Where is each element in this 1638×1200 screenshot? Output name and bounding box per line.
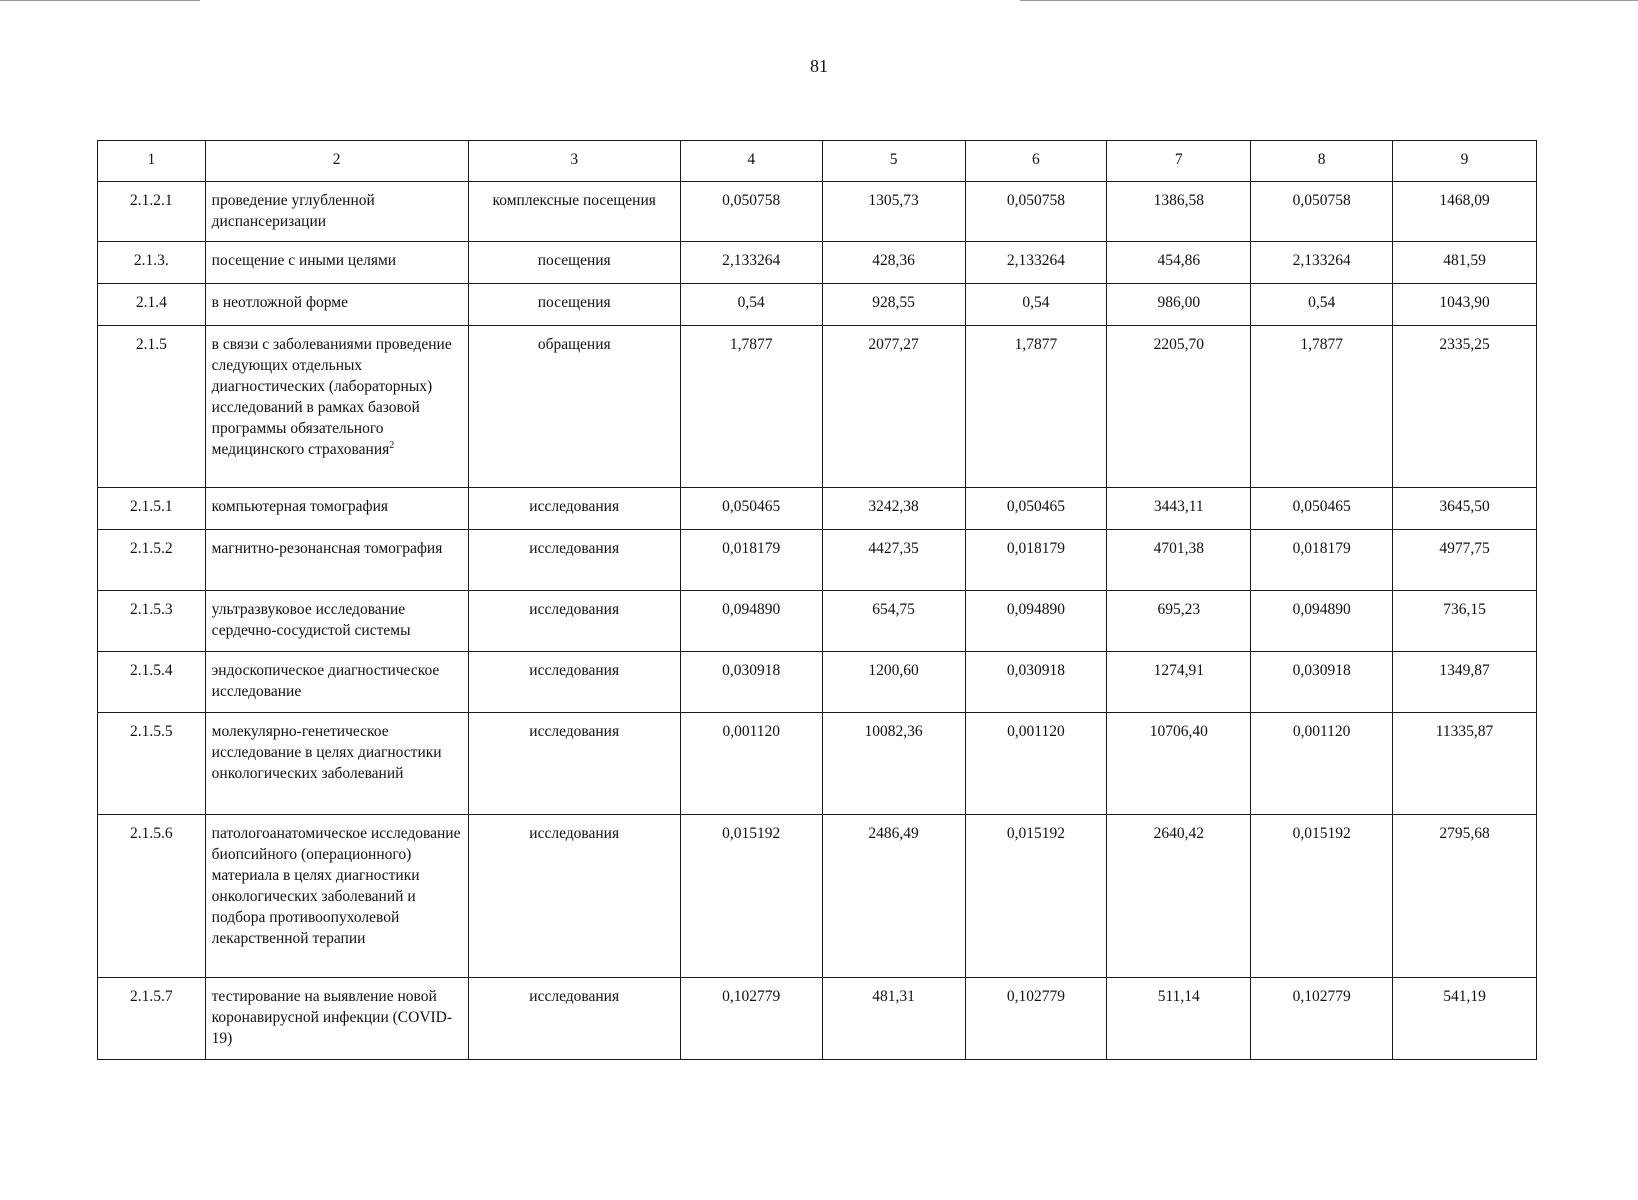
row-value-9: 11335,87 bbox=[1393, 713, 1537, 815]
row-unit: комплексные посещения bbox=[468, 182, 680, 242]
table-row bbox=[98, 815, 1537, 978]
row-value-7: 4701,38 bbox=[1107, 530, 1251, 591]
row-unit: исследования bbox=[468, 488, 680, 530]
header-col-3: 3 bbox=[468, 141, 680, 182]
header-col-8: 8 bbox=[1251, 141, 1393, 182]
row-name: посещение с иными целями bbox=[205, 242, 468, 284]
header-col-5: 5 bbox=[822, 141, 965, 182]
row-code: 2.1.5.3 bbox=[98, 591, 206, 652]
row-unit: посещения bbox=[468, 284, 680, 326]
row-value-6: 0,094890 bbox=[965, 591, 1107, 652]
row-name: магнитно-резонансная томография bbox=[205, 530, 468, 591]
row-code: 2.1.4 bbox=[98, 284, 206, 326]
row-unit: исследования bbox=[468, 530, 680, 591]
row-code: 2.1.2.1 bbox=[98, 182, 206, 242]
row-unit: исследования bbox=[468, 652, 680, 713]
row-value-6: 0,050758 bbox=[965, 182, 1107, 242]
header-col-1: 1 bbox=[98, 141, 206, 182]
row-name: проведение углубленной диспансеризации bbox=[205, 182, 468, 242]
row-value-5: 10082,36 bbox=[822, 713, 965, 815]
row-value-7: 2205,70 bbox=[1107, 326, 1251, 488]
row-name bbox=[205, 326, 468, 488]
row-value-6: 0,050465 bbox=[965, 488, 1107, 530]
row-code: 2.1.5.4 bbox=[98, 652, 206, 713]
row-value-7: 10706,40 bbox=[1107, 713, 1251, 815]
row-value-6: 0,001120 bbox=[965, 713, 1107, 815]
row-value-4: 1,7877 bbox=[680, 326, 822, 488]
row-unit: исследования bbox=[468, 591, 680, 652]
row-value-6: 1,7877 bbox=[965, 326, 1107, 488]
row-unit: посещения bbox=[468, 242, 680, 284]
row-code: 2.1.5.1 bbox=[98, 488, 206, 530]
table-row bbox=[98, 326, 1537, 488]
row-value-4: 0,050758 bbox=[680, 182, 822, 242]
row-value-7: 986,00 bbox=[1107, 284, 1251, 326]
row-value-4: 0,050465 bbox=[680, 488, 822, 530]
table-row bbox=[98, 242, 1537, 284]
row-unit: обращения bbox=[468, 326, 680, 488]
row-value-7: 695,23 bbox=[1107, 591, 1251, 652]
header-col-7: 7 bbox=[1107, 141, 1251, 182]
row-value-7: 1386,58 bbox=[1107, 182, 1251, 242]
row-value-5: 2486,49 bbox=[822, 815, 965, 978]
table-row bbox=[98, 530, 1537, 591]
row-code: 2.1.5.6 bbox=[98, 815, 206, 978]
row-value-8: 0,54 bbox=[1251, 284, 1393, 326]
row-code: 2.1.5.2 bbox=[98, 530, 206, 591]
row-value-5: 4427,35 bbox=[822, 530, 965, 591]
row-value-4: 0,001120 bbox=[680, 713, 822, 815]
row-unit: исследования bbox=[468, 978, 680, 1060]
row-name: компьютерная томография bbox=[205, 488, 468, 530]
row-value-9: 3645,50 bbox=[1393, 488, 1537, 530]
table-row bbox=[98, 488, 1537, 530]
row-code: 2.1.5.5 bbox=[98, 713, 206, 815]
row-value-8: 0,018179 bbox=[1251, 530, 1393, 591]
row-value-4: 0,015192 bbox=[680, 815, 822, 978]
row-value-9: 1468,09 bbox=[1393, 182, 1537, 242]
row-code: 2.1.3. bbox=[98, 242, 206, 284]
row-name-text: в связи с заболеваниями проведение следующих отдельных диагностических (лабораторных) исследований в рамках базовой программы обязательного медицинского страхования bbox=[211, 336, 452, 458]
table-row bbox=[98, 591, 1537, 652]
scan-edge-line-right bbox=[1020, 0, 1638, 1]
row-value-7: 454,86 bbox=[1107, 242, 1251, 284]
row-value-8: 0,094890 bbox=[1251, 591, 1393, 652]
row-value-5: 2077,27 bbox=[822, 326, 965, 488]
tariff-table bbox=[97, 140, 1537, 1060]
row-value-8: 0,001120 bbox=[1251, 713, 1393, 815]
row-value-8: 0,050465 bbox=[1251, 488, 1393, 530]
row-value-5: 1200,60 bbox=[822, 652, 965, 713]
table-row bbox=[98, 713, 1537, 815]
row-value-4: 0,102779 bbox=[680, 978, 822, 1060]
row-value-6: 0,030918 bbox=[965, 652, 1107, 713]
row-value-9: 481,59 bbox=[1393, 242, 1537, 284]
row-value-9: 2795,68 bbox=[1393, 815, 1537, 978]
row-code: 2.1.5 bbox=[98, 326, 206, 488]
row-value-5: 481,31 bbox=[822, 978, 965, 1060]
table-row bbox=[98, 978, 1537, 1060]
row-value-6: 0,102779 bbox=[965, 978, 1107, 1060]
footnote-marker: 2 bbox=[389, 439, 395, 451]
row-value-7: 2640,42 bbox=[1107, 815, 1251, 978]
row-value-5: 3242,38 bbox=[822, 488, 965, 530]
row-value-9: 2335,25 bbox=[1393, 326, 1537, 488]
row-value-4: 0,54 bbox=[680, 284, 822, 326]
header-col-9: 9 bbox=[1393, 141, 1537, 182]
row-value-4: 0,018179 bbox=[680, 530, 822, 591]
row-value-5: 428,36 bbox=[822, 242, 965, 284]
row-name: эндоскопическое диагностическое исследование bbox=[205, 652, 468, 713]
row-name: патологоанатомическое исследование биопсийного (операционного) материала в целях диагностики онкологических заболеваний и подбора противоопухолевой лекарственной терапии bbox=[205, 815, 468, 978]
table-header bbox=[98, 141, 1537, 182]
table-row bbox=[98, 182, 1537, 242]
row-value-8: 0,030918 bbox=[1251, 652, 1393, 713]
page-number: 81 bbox=[810, 56, 828, 76]
header-row bbox=[98, 141, 1537, 182]
row-value-6: 2,133264 bbox=[965, 242, 1107, 284]
row-name: ультразвуковое исследование сердечно-сосудистой системы bbox=[205, 591, 468, 652]
row-value-8: 0,050758 bbox=[1251, 182, 1393, 242]
row-value-5: 928,55 bbox=[822, 284, 965, 326]
row-value-9: 4977,75 bbox=[1393, 530, 1537, 591]
row-value-7: 1274,91 bbox=[1107, 652, 1251, 713]
row-value-6: 0,54 bbox=[965, 284, 1107, 326]
row-name: в неотложной форме bbox=[205, 284, 468, 326]
row-value-8: 2,133264 bbox=[1251, 242, 1393, 284]
row-value-4: 0,094890 bbox=[680, 591, 822, 652]
row-name: молекулярно-генетическое исследование в целях диагностики онкологических заболеваний bbox=[205, 713, 468, 815]
header-col-6: 6 bbox=[965, 141, 1107, 182]
row-value-7: 3443,11 bbox=[1107, 488, 1251, 530]
scan-edge-line-left bbox=[0, 0, 200, 1]
row-value-5: 1305,73 bbox=[822, 182, 965, 242]
row-name: тестирование на выявление новой коронавирусной инфекции (COVID-19) bbox=[205, 978, 468, 1060]
table-body bbox=[98, 182, 1537, 1060]
row-value-8: 0,015192 bbox=[1251, 815, 1393, 978]
row-value-9: 541,19 bbox=[1393, 978, 1537, 1060]
row-unit: исследования bbox=[468, 713, 680, 815]
header-col-2: 2 bbox=[205, 141, 468, 182]
row-value-9: 1043,90 bbox=[1393, 284, 1537, 326]
row-value-4: 2,133264 bbox=[680, 242, 822, 284]
table-row bbox=[98, 652, 1537, 713]
row-value-8: 1,7877 bbox=[1251, 326, 1393, 488]
row-value-9: 1349,87 bbox=[1393, 652, 1537, 713]
row-value-9: 736,15 bbox=[1393, 591, 1537, 652]
row-unit: исследования bbox=[468, 815, 680, 978]
table-row bbox=[98, 284, 1537, 326]
row-value-8: 0,102779 bbox=[1251, 978, 1393, 1060]
row-value-7: 511,14 bbox=[1107, 978, 1251, 1060]
row-value-6: 0,018179 bbox=[965, 530, 1107, 591]
row-value-4: 0,030918 bbox=[680, 652, 822, 713]
row-code: 2.1.5.7 bbox=[98, 978, 206, 1060]
row-value-5: 654,75 bbox=[822, 591, 965, 652]
row-value-6: 0,015192 bbox=[965, 815, 1107, 978]
header-col-4: 4 bbox=[680, 141, 822, 182]
